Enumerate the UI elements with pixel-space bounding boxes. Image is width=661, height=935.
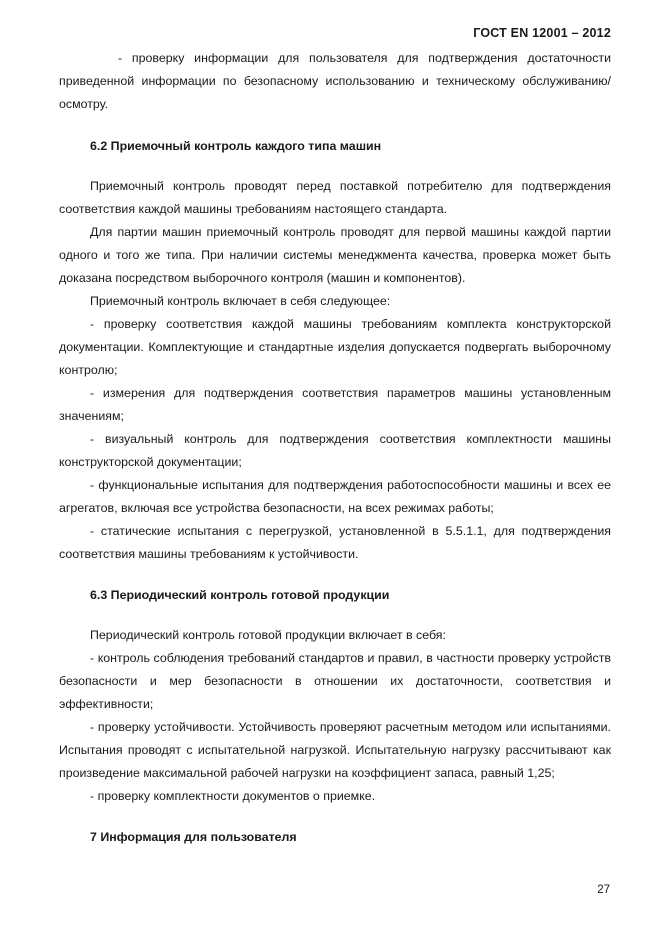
- section-6-3-title: 6.3 Периодический контроль готовой продукции: [90, 588, 390, 602]
- section-6-2-list-item: - функциональные испытания для подтверждения работоспособности машины и всех ее агрегатов, включая все устройства безопасности, на всех режимах работы;: [59, 478, 611, 515]
- section-6-3-list-item: - проверку устойчивости. Устойчивость проверяют расчетным методом или испытаниями. Испытания проводят с испытательной нагрузкой. Испытательную нагрузку рассчитывают как произведение максимальной рабочей нагрузки на коэффициент запаса, равный 1,25;: [59, 720, 611, 780]
- section-6-3-paragraph: Периодический контроль готовой продукции включает в себя:: [90, 628, 446, 642]
- section-6-2-list-item: - статические испытания с перегрузкой, установленной в 5.5.1.1, для подтверждения соответствия машины требованиям к устойчивости.: [59, 524, 611, 561]
- section-6-2-paragraph: Приемочный контроль проводят перед поставкой потребителю для подтверждения соответствия каждой машины требованиям настоящего стандарта.: [59, 179, 611, 216]
- section-6-2-list-item: - проверку соответствия каждой машины требованиям комплекта конструкторской документации. Комплектующие и стандартные изделия допускается подвергать выборочному контролю;: [59, 317, 611, 377]
- intro-paragraph: - проверку информации для пользователя для подтверждения достаточности приведенной информации по безопасному использованию и техническому обслуживанию/осмотру.: [59, 51, 611, 111]
- section-6-2-list-item: - визуальный контроль для подтверждения соответствия комплектности машины конструкторской документации;: [59, 432, 611, 469]
- document-body: [59, 47, 611, 849]
- document-standard-code: ГОСТ EN 12001 – 2012: [473, 26, 611, 40]
- section-6-3-list-item: - контроль соблюдения требований стандартов и правил, в частности проверку устройств безопасности и мер безопасности в отношении их достаточности, соответствия и эффективности;: [59, 651, 611, 711]
- section-6-2-paragraph: Приемочный контроль включает в себя следующее:: [90, 294, 391, 308]
- section-6-2-list-item: - измерения для подтверждения соответствия параметров машины установленным значениям;: [59, 386, 611, 423]
- section-6-2-paragraph: Для партии машин приемочный контроль проводят для первой машины каждой партии одного и того же типа. При наличии системы менеджмента качества, проверка может быть доказана посредством выборочного контроля (машин и компонентов).: [59, 225, 611, 285]
- section-6-2-title: 6.2 Приемочный контроль каждого типа машин: [90, 139, 382, 153]
- section-6-3-list-item: - проверку комплектности документов о приемке.: [90, 789, 376, 803]
- section-7-title: 7 Информация для пользователя: [90, 830, 297, 844]
- page-number: 27: [597, 884, 610, 896]
